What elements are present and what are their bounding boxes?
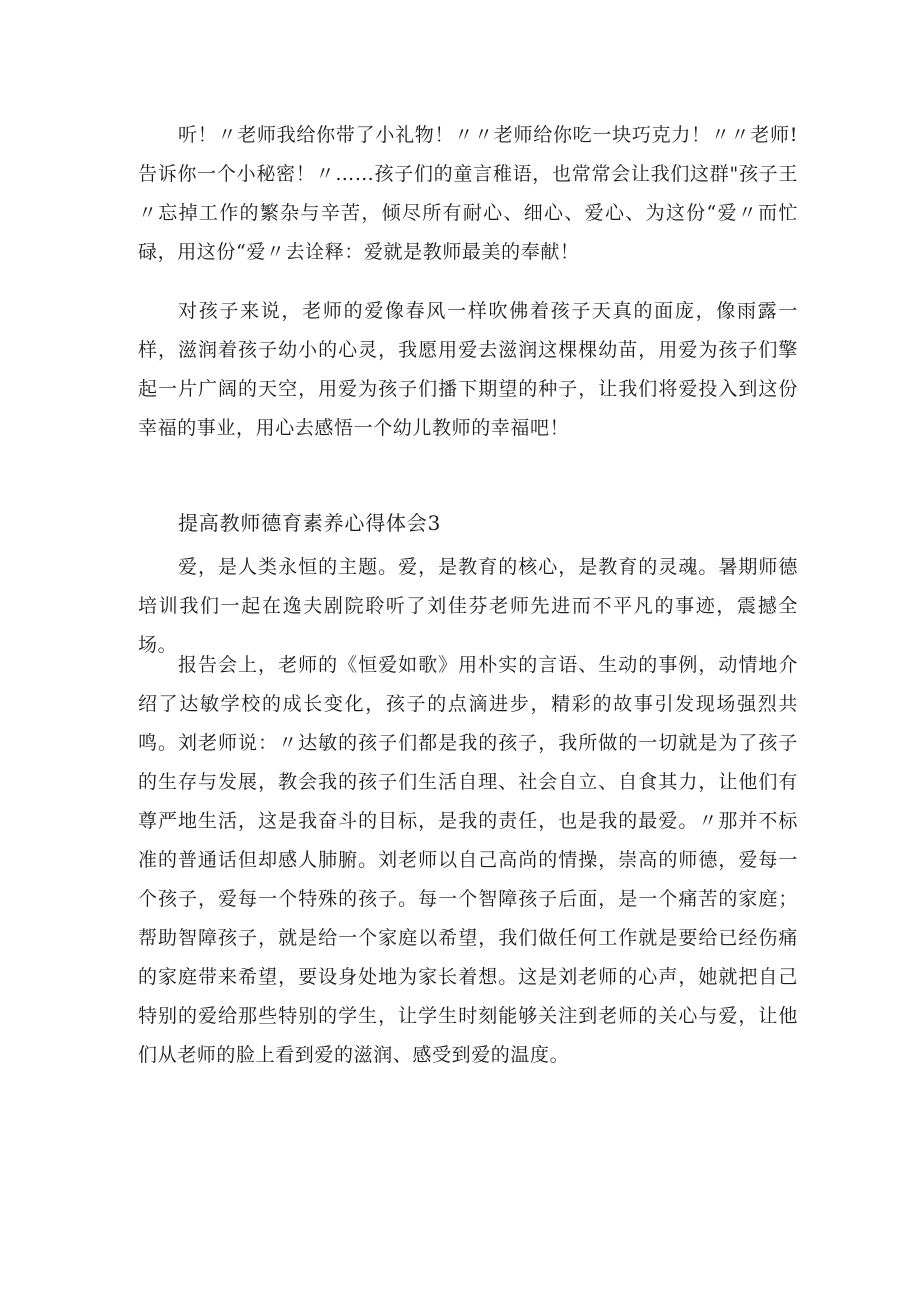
paragraph-gifts: 听！〃老师我给你带了小礼物！〃〃老师给你吃一块巧克力！〃〃老师!告诉你一个小秘密！〃……孩子们的童言稚语，也常常会让我们这群"孩子王〃忘掉工作的繁杂与辛苦，倾尽所有耐心、细心、爱心、为这份“爱〃而忙碌，用这份“爱〃去诠释：爱就是教师最美的奉献！ — [138, 124, 798, 263]
paragraph-spring-breeze: 对孩子来说，老师的爱像春风一样吹佛着孩子天真的面庞，像雨露一样，滋润着孩子幼小的心灵，我愿用爱去滋润这棵棵幼苗，用爱为孩子们擎起一片广阔的天空，用爱为孩子们播下期望的种子，让我们将爱投入到这份幸福的事业，用心去感悟一个幼儿教师的幸福吧！ — [138, 300, 798, 439]
paragraph-love-theme: 爱，是人类永恒的主题。爱，是教育的核心，是教育的灵魂。暑期师德培训我们一起在逸夫剧院聆听了刘佳芬老师先进而不平凡的事迹，震撼全场。 — [138, 556, 798, 656]
section-heading: 提高教师德育素养心得体会3 — [178, 511, 442, 535]
paragraph-report-meeting: 报告会上，老师的《恒爱如歌》用朴实的言语、生动的事例，动情地介绍了达敏学校的成长变化，孩子的点滴进步，精彩的故事引发现场强烈共鸣。刘老师说：〃达敏的孩子们都是我的孩子，我所做的一切就是为了孩子的生存与发展，教会我的孩子们生活自理、社会自立、自食其力，让他们有尊严地生活，这是我奋斗的目标，是我的责任，也是我的最爱。〃那并不标准的普通话但却感人肺腑。刘老师以自己高尚的情操，崇高的师德，爱每一个孩子，爱每一个特殊的孩子。每一个智障孩子后面，是一个痛苦的家庭；帮助智障孩子，就是给一个家庭以希望，我们做任何工作就是要给已经伤痛的家庭带来希望，要设身处地为家长着想。这是刘老师的心声，她就把自己特别的爱给那些特别的学生，让学生时刻能够关注到老师的关心与爱，让他们从老师的脸上看到爱的滋润、感受到爱的温度。 — [138, 654, 798, 1066]
